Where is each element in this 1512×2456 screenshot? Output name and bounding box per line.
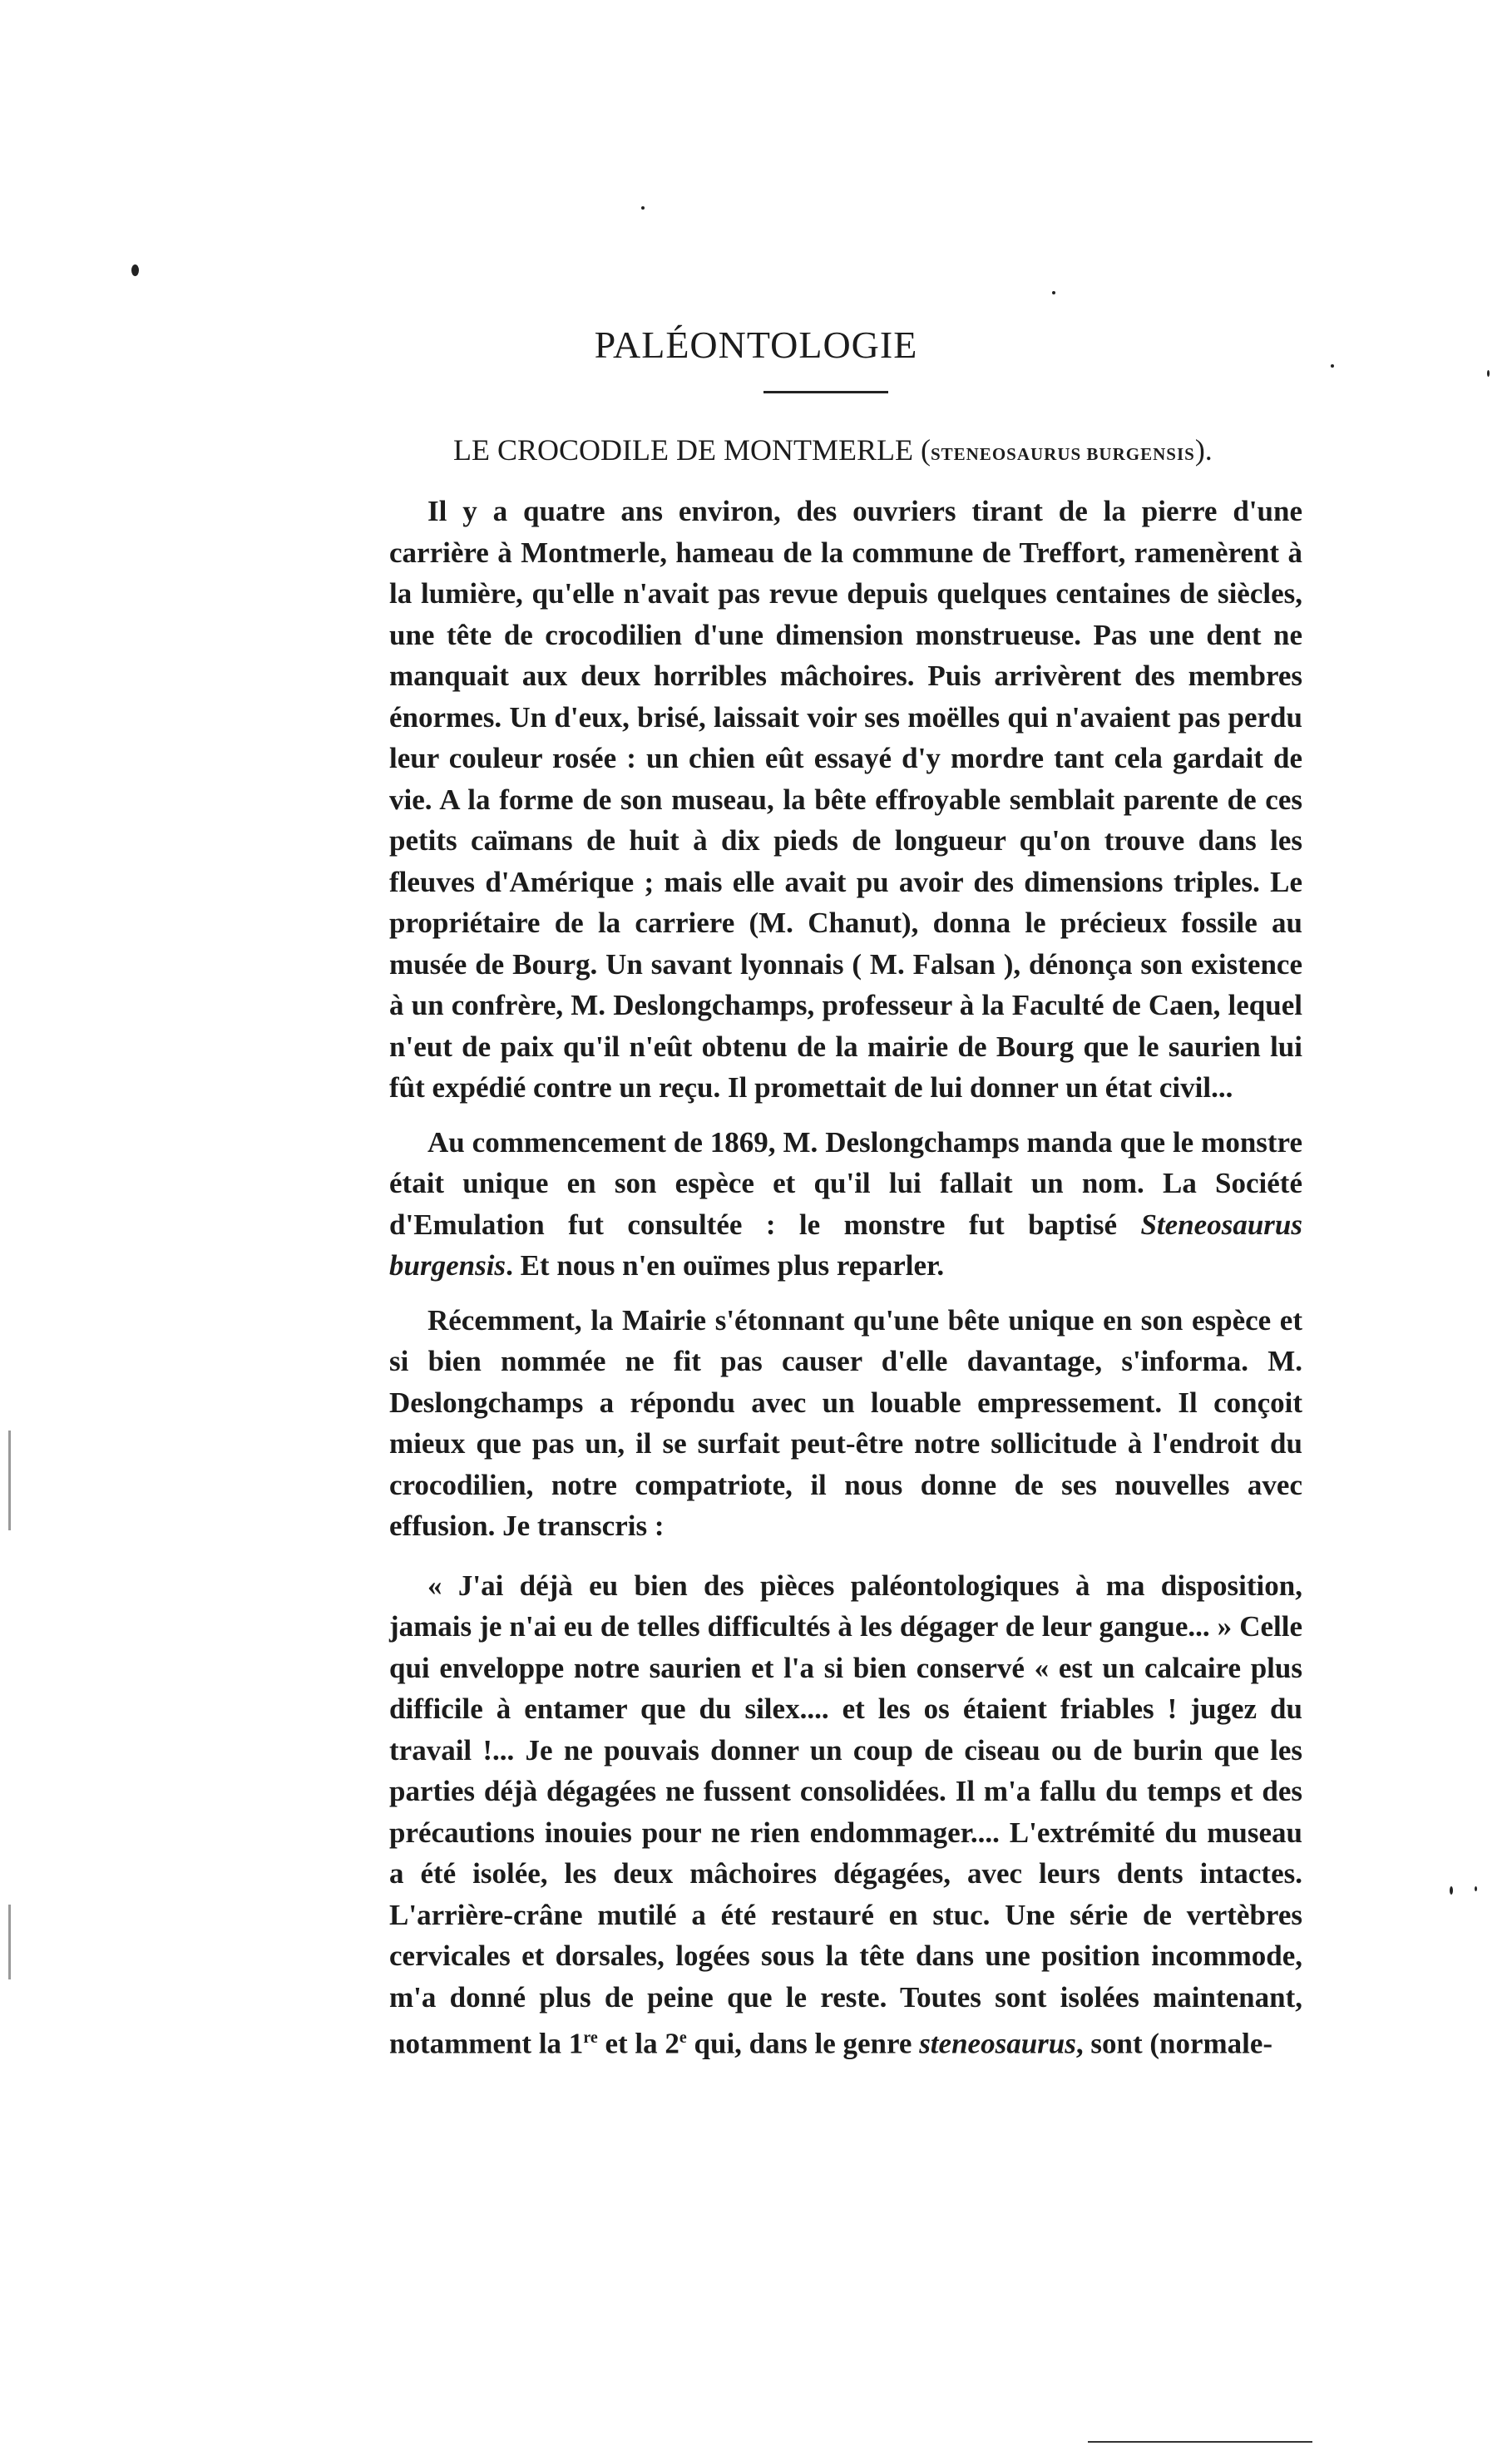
paragraph-3: Récemment, la Mairie s'étonnant qu'une bête unique en son espèce et si bien nommée ne fit pas causer d'elle davantage, s'informa. M. Deslongchamps a répondu avec un louable empressement. Il conçoit mieux que pas un, il se surfait peut-être notre sollicitude à l'endroit du crocodilien, notre compatriote, il nous donne de ses nouvelles avec effusion. Je transcris : — [389, 1303, 1302, 1542]
superscript-e: e — [679, 2029, 687, 2047]
quote-mid: et la 2 — [597, 2027, 679, 2060]
scan-speck — [1052, 291, 1055, 294]
scan-speck — [1450, 1886, 1453, 1895]
quote-end: , sont (normale- — [1075, 2027, 1273, 2060]
superscript-re: re — [583, 2029, 598, 2047]
scan-speck — [1487, 370, 1490, 377]
scan-speck — [1475, 1886, 1477, 1891]
article-body — [389, 491, 1302, 2064]
section-heading: PALÉONTOLOGIE — [594, 324, 918, 366]
paragraph-2-text: Au commencement de 1869, M. Deslongchamps manda que le monstre était unique en son espèce et qu'il lui fallait un nom. La Société d'Emulation fut consultée : le monstre fut baptisé — [389, 1125, 1302, 1241]
article-title — [453, 432, 1213, 467]
heading-rule — [763, 391, 888, 393]
scan-speck — [131, 264, 139, 276]
scan-speck — [8, 1905, 11, 1979]
quote-text: « J'ai déjà eu bien des pièces paléontologiques à ma disposition, jamais je n'ai eu de telles difficultés à les dégager de leur gangue... » Celle qui enveloppe notre saurien et l'a si bien conservé « est un calcaire plus difficile à entamer que du silex.... et les os étaient friables ! jugez du travail !... Je ne pouvais donner un coup de ciseau ou de burin que les parties déjà dégagées ne fussent consolidées. Il m'a fallu du temps et des précautions inouies pour ne rien endommager.... L'extrémité du museau a été isolée, les deux mâchoires dégagées, avec leurs dents intactes. L'arrière-crâne mutilé a été restauré en stuc. Une série de vertèbres cervicales et dorsales, logées sous la tête dans une position incommode, m'a donné plus de peine que le reste. Toutes sont isolées maintenant, notamment la 1 — [389, 1569, 1302, 2060]
scan-speck — [641, 206, 645, 210]
paragraph-4-quote — [389, 1565, 1302, 2065]
title-end: ). — [1194, 433, 1213, 467]
scan-speck — [1331, 364, 1334, 368]
paragraph-1: Il y a quatre ans environ, des ouvriers tirant de la pierre d'une carrière à Montmerle, hameau de la commune de Treffort, ramenèrent à la lumière, qu'elle n'avait pas revue depuis quelques centaines de siècles, une tête de crocodilien d'une dimension monstrueuse. Pas une dent ne manquait aux deux horribles mâchoires. Puis arrivèrent des membres énormes. Un d'eux, brisé, laissait voir ses moëlles qui n'avaient pas perdu leur couleur rosée : un chien eût essayé d'y mordre tant cela gardait de vie. A la forme de son museau, la bête effroyable semblait parente de ces petits caïmans de huit à dix pieds de longueur qu'on trouve dans les fleuves d'Amérique ; mais elle avait pu avoir des dimensions triples. Le propriétaire de la carriere (M. Chanut), donna le précieux fossile au musée de Bourg. Un savant lyonnais ( M. Falsan ), dénonça son existence à un confrère, M. Deslongchamps, professeur à la Faculté de Caen, lequel n'eut de paix qu'il n'eût obtenu de la mairie de Bourg que le saurien lui fût expédié contre un reçu. Il promettait de lui donner un état civil... — [389, 495, 1302, 1104]
paragraph-2 — [389, 1122, 1302, 1287]
title-main: LE CROCODILE DE MONTMERLE ( — [453, 433, 931, 467]
quote-mid2: qui, dans le genre — [686, 2027, 920, 2060]
title-scientific-name: STENEOSAURUS BURGENSIS — [930, 444, 1195, 464]
species-name: Steneosaurus burgensis — [389, 1208, 1302, 1282]
scan-speck — [8, 1431, 11, 1530]
footer-rule — [1088, 2441, 1312, 2443]
paragraph-2-end: . Et nous n'en ouïmes plus reparler. — [506, 1249, 945, 1282]
genus-name: steneosaurus — [919, 2027, 1076, 2060]
